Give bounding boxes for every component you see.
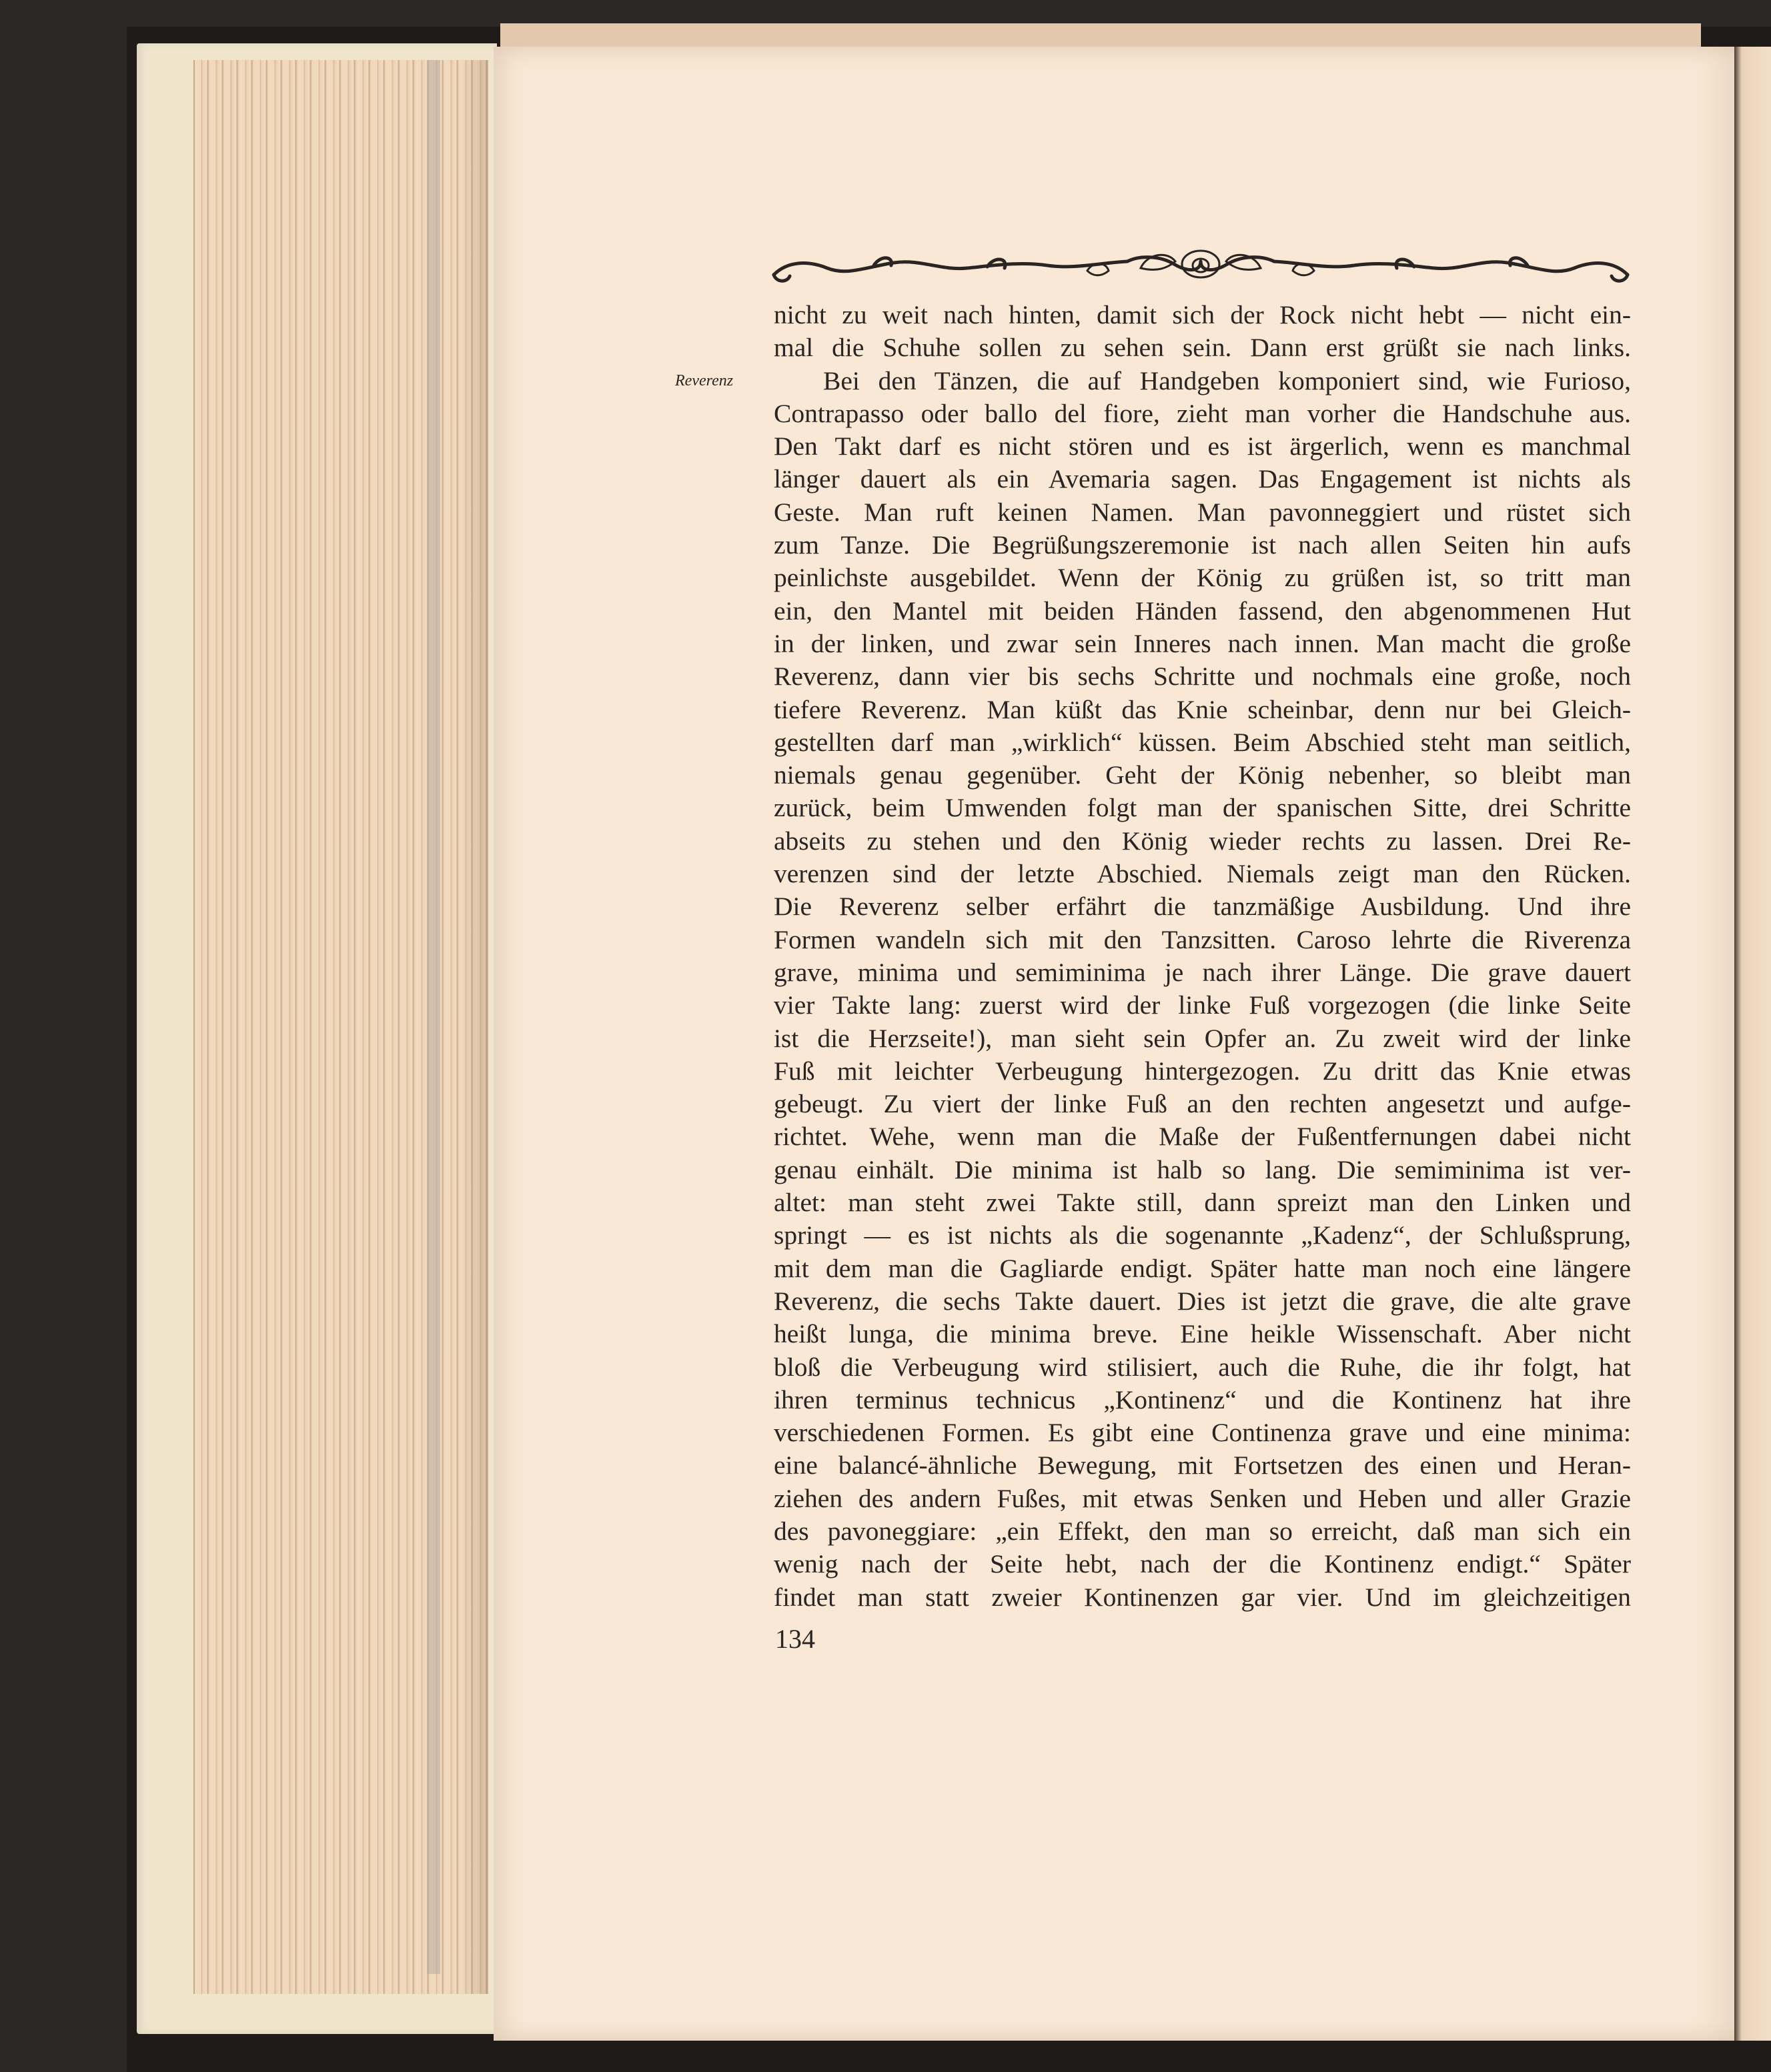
text-line: tiefere Reverenz. Man küßt das Knie scheinbar, denn nur bei Gleich- bbox=[774, 694, 1631, 724]
text-line: zum Tanze. Die Begrüßungszeremonie ist nach allen Seiten hin aufs bbox=[774, 530, 1631, 560]
text-line: genau einhält. Die minima ist halb so lang. Die semiminima ist ver- bbox=[774, 1154, 1631, 1184]
text-line: Die Reverenz selber erfährt die tanzmäßige Ausbildung. Und ihre bbox=[774, 892, 1631, 922]
text-line: peinlichste ausgebildet. Wenn der König zu grüßen ist, so tritt man bbox=[774, 563, 1631, 593]
text-line: grave, minima und semiminima je nach ihrer Länge. Die grave dauert bbox=[774, 957, 1631, 987]
margin-note: Reverenz bbox=[675, 372, 734, 389]
text-line: abseits zu stehen und den König wieder rechts zu lassen. Drei Re- bbox=[774, 826, 1631, 856]
text-line: Reverenz, die sechs Takte dauert. Dies ist jetzt die grave, die alte grave bbox=[774, 1286, 1631, 1316]
page-stack-shadow bbox=[427, 60, 440, 1974]
text-line: verenzen sind der letzte Abschied. Niemals zeigt man den Rücken. bbox=[774, 859, 1631, 889]
text-line: in der linken, und zwar sein Inneres nach innen. Man macht die große bbox=[774, 628, 1631, 658]
text-line: Contrapasso oder ballo del fiore, zieht man vorher die Handschuhe aus. bbox=[774, 398, 1631, 428]
text-line: Reverenz, dann vier bis sechs Schritte und nochmals eine große, noch bbox=[774, 662, 1631, 692]
text-line: Geste. Man ruft keinen Namen. Man pavonneggiert und rüstet sich bbox=[774, 497, 1631, 527]
text-line: Den Takt darf es nicht stören und es ist ärgerlich, wenn es manchmal bbox=[774, 431, 1631, 461]
floral-scroll-ornament-icon bbox=[767, 241, 1634, 295]
text-line: ihren terminus technicus „Kontinenz“ und die Kontinenz hat ihre bbox=[774, 1384, 1631, 1414]
text-line: bloß die Verbeugung wird stilisiert, auch die Ruhe, die ihr folgt, hat bbox=[774, 1352, 1631, 1382]
text-line: länger dauert als ein Avemaria sagen. Das Engagement ist nichts als bbox=[774, 464, 1631, 494]
text-line: Fuß mit leichter Verbeugung hintergezogen. Zu dritt das Knie etwas bbox=[774, 1056, 1631, 1086]
text-line: richtet. Wehe, wenn man die Maße der Fußentfernungen dabei nicht bbox=[774, 1122, 1631, 1152]
text-line: gebeugt. Zu viert der linke Fuß an den rechten angesetzt und aufge- bbox=[774, 1089, 1631, 1119]
text-line: findet man statt zweier Kontinenzen gar vier. Und im gleichzeitigen bbox=[774, 1582, 1631, 1612]
text-line: mit dem man die Gagliarde endigt. Später hatte man noch eine längere bbox=[774, 1253, 1631, 1283]
page-number: 134 bbox=[775, 1624, 815, 1654]
text-line: gestellten darf man „wirklich“ küssen. Beim Abschied steht man seitlich, bbox=[774, 727, 1631, 757]
text-line: ist die Herzseite!), man sieht sein Opfer an. Zu zweit wird der linke bbox=[774, 1023, 1631, 1053]
page-stack-edges bbox=[193, 60, 488, 1994]
text-line: niemals genau gegenüber. Geht der König nebenher, so bleibt man bbox=[774, 760, 1631, 790]
text-line: wenig nach der Seite hebt, nach der die Kontinenz endigt.“ Später bbox=[774, 1549, 1631, 1579]
body-text bbox=[774, 299, 1631, 1614]
text-line: ziehen des andern Fußes, mit etwas Senken und Heben und aller Grazie bbox=[774, 1483, 1631, 1513]
text-line: eine balancé-ähnliche Bewegung, mit Fortsetzen des einen und Heran- bbox=[774, 1450, 1631, 1480]
text-line: zurück, beim Umwenden folgt man der spanischen Sitte, drei Schritte bbox=[774, 793, 1631, 823]
text-line: Bei den Tänzen, die auf Handgeben komponiert sind, wie Furioso, bbox=[823, 365, 1631, 395]
text-line: mal die Schuhe sollen zu sehen sein. Dann erst grüßt sie nach links. bbox=[774, 333, 1631, 363]
text-line: verschiedenen Formen. Es gibt eine Continenza grave und eine minima: bbox=[774, 1418, 1631, 1448]
text-line: springt — es ist nichts als die sogenannte „Kadenz“, der Schlußsprung, bbox=[774, 1220, 1631, 1250]
text-line: ein, den Mantel mit beiden Händen fassend, den abgenommenen Hut bbox=[774, 596, 1631, 626]
text-line: des pavoneggiare: „ein Effekt, den man so erreicht, daß man sich ein bbox=[774, 1516, 1631, 1546]
text-line: Formen wandeln sich mit den Tanzsitten. Caroso lehrte die Riverenza bbox=[774, 924, 1631, 954]
text-line: vier Takte lang: zuerst wird der linke Fuß vorgezogen (die linke Seite bbox=[774, 990, 1631, 1020]
facing-page-edge bbox=[1734, 47, 1771, 2041]
text-line: altet: man steht zwei Takte still, dann spreizt man den Linken und bbox=[774, 1188, 1631, 1218]
text-line: nicht zu weit nach hinten, damit sich der Rock nicht hebt — nicht ein- bbox=[774, 300, 1631, 329]
text-line: heißt lunga, die minima breve. Eine heikle Wissenschaft. Aber nicht bbox=[774, 1319, 1631, 1349]
